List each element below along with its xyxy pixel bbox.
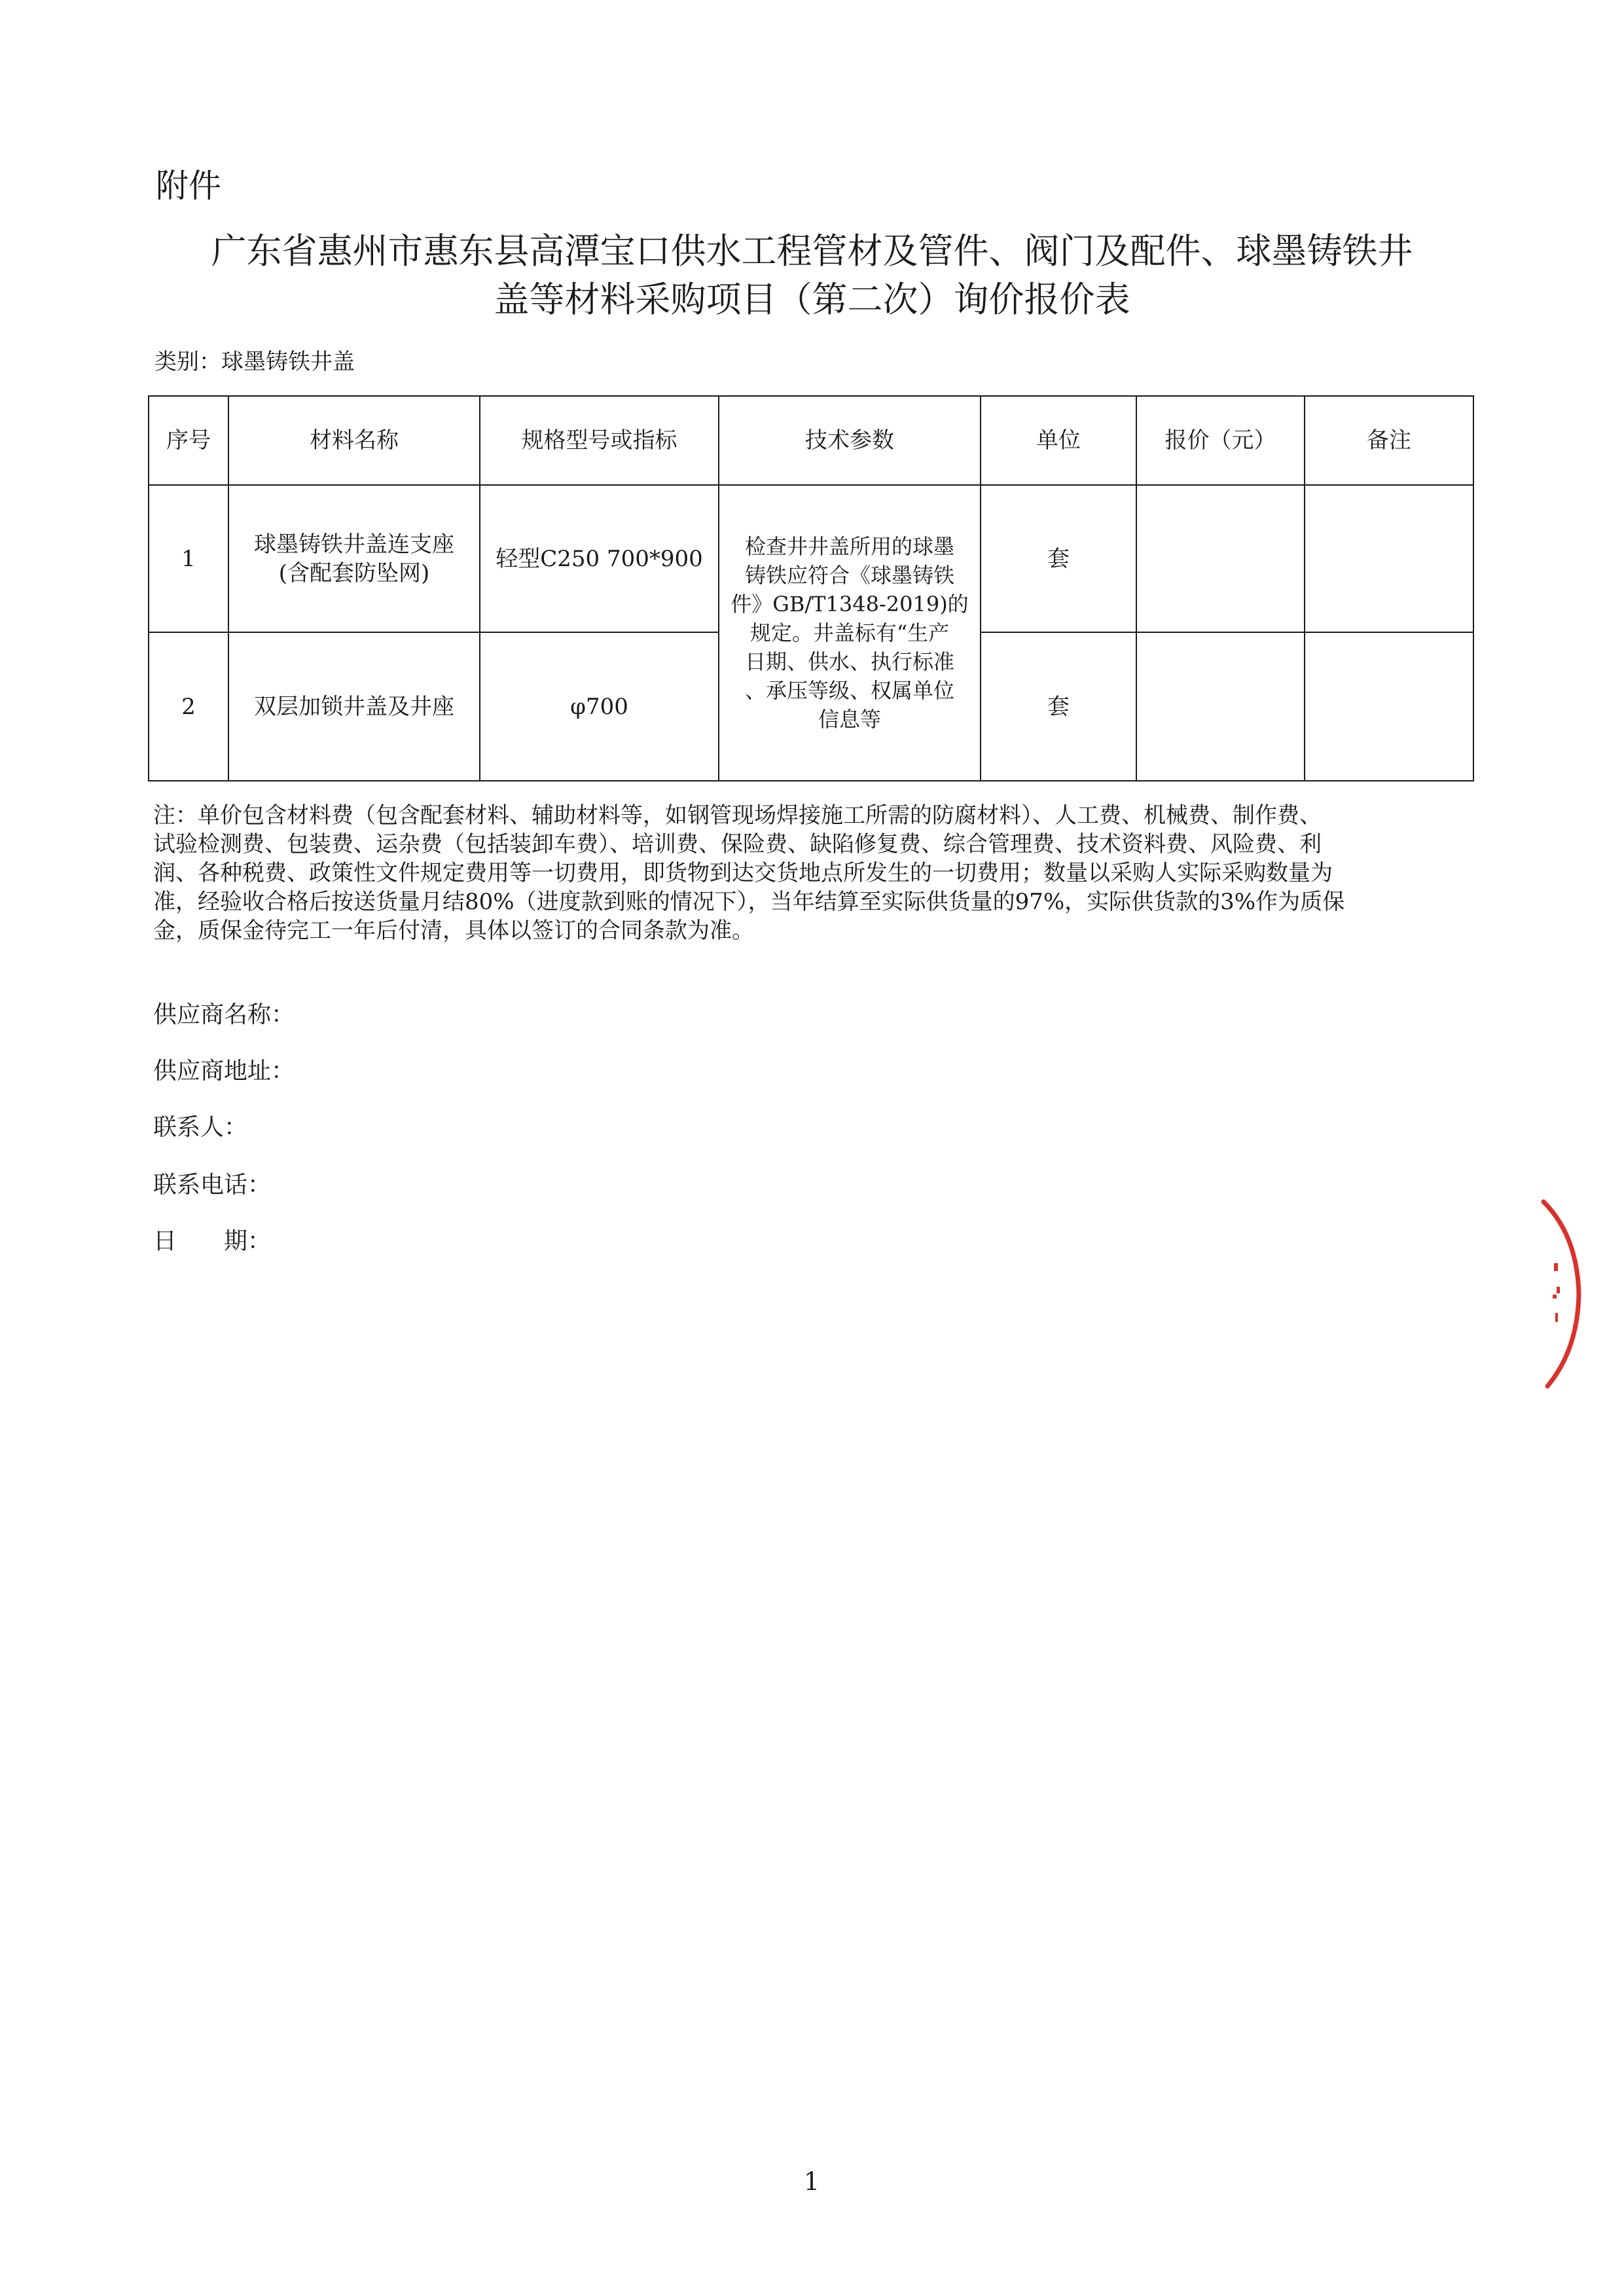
cell-spec: 轻型C250 700*900: [480, 485, 719, 632]
material-name-line-1: 球墨铸铁井盖连支座: [254, 531, 454, 558]
cell-remark: [1305, 485, 1473, 632]
supplier-address-field: 供应商地址：: [153, 1058, 295, 1085]
note-line: 准，经验收合格后按送货量月结80%（进度款到账的情况下），当年结算至实际供货量的97%，实际供货款的3%作为质保: [153, 889, 1345, 915]
tech-line: 检查井井盖所用的球墨: [744, 534, 954, 559]
cell-price: [1136, 485, 1305, 632]
note-line: 润、各种税费、政策性文件规定费用等一切费用，即货物到达交货地点所发生的一切费用；数量以采购人实际采购数量为: [153, 860, 1333, 886]
cell-remark: [1305, 632, 1473, 781]
note-line: 试验检测费、包装费、运杂费（包括装卸车费）、培训费、保险费、缺陷修复费、综合管理费、技术资料费、风险费、利: [153, 831, 1322, 857]
tech-line: 、承压等级、权属单位: [744, 678, 954, 703]
cell-no: 2: [149, 632, 228, 781]
terms-note: [153, 801, 1456, 945]
header-tech-params: 技术参数: [719, 396, 981, 485]
cell-unit: 套: [981, 632, 1136, 781]
quotation-table: [148, 395, 1474, 781]
header-unit: 单位: [981, 396, 1136, 485]
supplier-name-field: 供应商名称：: [153, 1001, 295, 1028]
header-no: 序号: [149, 396, 228, 485]
cell-material-name: [228, 632, 480, 781]
header-price: 报价（元）: [1136, 396, 1305, 485]
contact-person-field: 联系人：: [153, 1114, 248, 1141]
document-title-line-2: 盖等材料采购项目（第二次）询价报价表: [494, 279, 1130, 320]
header-material-name: 材料名称: [228, 396, 480, 485]
cell-tech-params: [719, 485, 981, 781]
tech-line: 件》GB/T1348-2019)的: [731, 592, 969, 617]
attachment-label: 附件: [156, 167, 221, 205]
cell-price: [1136, 632, 1305, 781]
category-label: 类别：球墨铸铁井盖: [154, 349, 355, 375]
tech-line: 铸铁应符合《球墨铸铁: [744, 563, 954, 588]
tech-line: 规定。井盖标有“生产: [749, 620, 950, 645]
cell-unit: 套: [981, 485, 1136, 632]
partial-seal-mark: [1540, 1196, 1592, 1395]
cell-spec: φ700: [480, 632, 719, 781]
header-remark: 备注: [1305, 396, 1473, 485]
table-header-row: [149, 396, 1473, 485]
table-row: [149, 485, 1473, 632]
cell-material-name: [228, 485, 480, 632]
document-title-line-1: 广东省惠州市惠东县高潭宝口供水工程管材及管件、阀门及配件、球墨铸铁井: [211, 230, 1413, 272]
contact-phone-field: 联系电话：: [153, 1172, 272, 1198]
material-name-line-2: (含配套防坠网): [278, 560, 430, 586]
date-field: 日 期：: [153, 1228, 272, 1255]
tech-line: 日期、供水、执行标准: [744, 649, 954, 674]
header-spec: 规格型号或指标: [480, 396, 719, 485]
page-number: 1: [803, 2167, 820, 2196]
tech-line: 信息等: [818, 707, 881, 732]
note-line: 注：单价包含材料费（包含配套材料、辅助材料等，如钢管现场焊接施工所需的防腐材料）、人工费、机械费、制作费、: [153, 802, 1322, 829]
cell-no: 1: [149, 485, 228, 632]
note-line: 金，质保金待完工一年后付清，具体以签订的合同条款为准。: [153, 918, 754, 944]
material-name-line-1: 双层加锁井盖及井座: [254, 693, 454, 720]
